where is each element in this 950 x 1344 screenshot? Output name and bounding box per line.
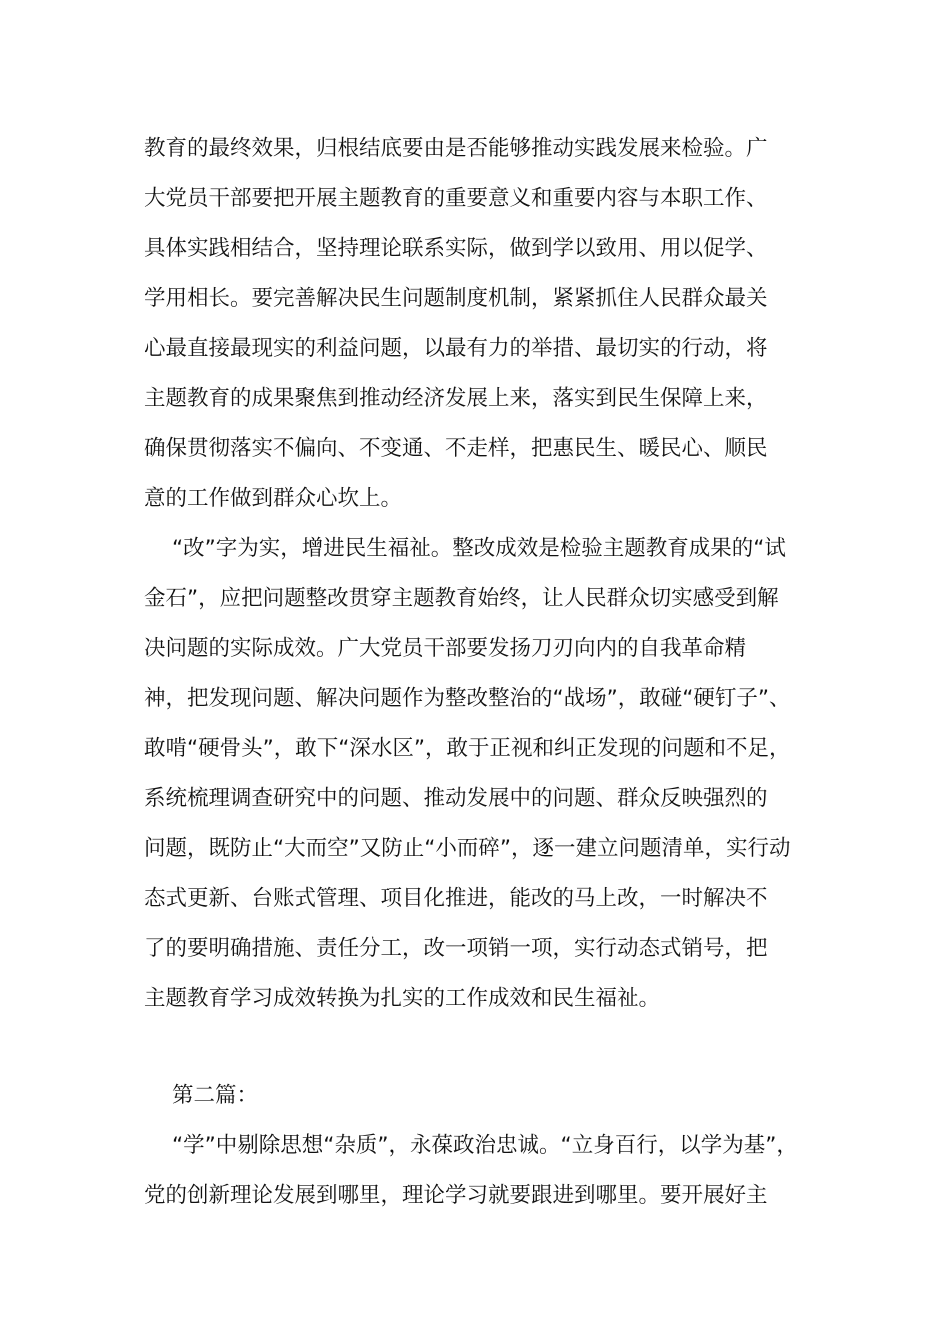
paragraph1-line-1: 教育的最终效果，归根结底要由是否能够推动实践发展来检验。广 [144,136,768,161]
paragraph1-line-4: 学用相长。要完善解决民生问题制度机制，紧紧抓住人民群众最关 [144,286,768,311]
paragraph2-line-1: “改”字为实，增进民生福祉。整改成效是检验主题教育成果的“试 [172,536,786,561]
paragraph3-line-1: “学”中剔除思想“杂质”，永葆政治忠诚。“立身百行，以学为基”， [172,1133,798,1158]
paragraph1-line-3: 具体实践相结合，坚持理论联系实际，做到学以致用、用以促学、 [144,236,768,261]
paragraph2-line-3: 决问题的实际成效。广大党员干部要发扬刀刃向内的自我革命精 [144,636,747,661]
paragraph2-line-6: 系统梳理调查研究中的问题、推动发展中的问题、群众反映强烈的 [144,786,768,811]
paragraph1-line-2: 大党员干部要把开展主题教育的重要意义和重要内容与本职工作、 [144,186,768,211]
paragraph2-line-10: 主题教育学习成效转换为扎实的工作成效和民生福祉。 [144,986,661,1011]
paragraph2-line-9: 了的要明确措施、责任分工，改一项销一项，实行动态式销号，把 [144,936,768,961]
paragraph1-line-5: 心最直接最现实的利益问题，以最有力的举措、最切实的行动，将 [144,336,768,361]
paragraph2-line-5: 敢啃“硬骨头”，敢下“深水区”，敢于正视和纠正发现的问题和不足， [144,736,791,761]
paragraph1-line-8: 意的工作做到群众心坎上。 [144,486,403,511]
paragraph1-line-6: 主题教育的成果聚焦到推动经济发展上来，落实到民生保障上来， [144,386,768,411]
paragraph2-line-2: 金石”，应把问题整改贯穿主题教育始终，让人民群众切实感受到解 [144,586,779,611]
paragraph3-line-2: 党的创新理论发展到哪里，理论学习就要跟进到哪里。要开展好主 [144,1183,768,1208]
section-heading: 第二篇： [172,1083,259,1108]
paragraph2-line-4: 神，把发现问题、解决问题作为整改整治的“战场”，敢碰“硬钉子”、 [144,686,791,711]
paragraph2-line-8: 态式更新、台账式管理、项目化推进，能改的马上改，一时解决不 [144,886,768,911]
paragraph1-line-7: 确保贯彻落实不偏向、不变通、不走样，把惠民生、暖民心、顺民 [144,436,768,461]
paragraph2-line-7: 问题，既防止“大而空”又防止“小而碎”，逐一建立问题清单，实行动 [144,836,791,861]
